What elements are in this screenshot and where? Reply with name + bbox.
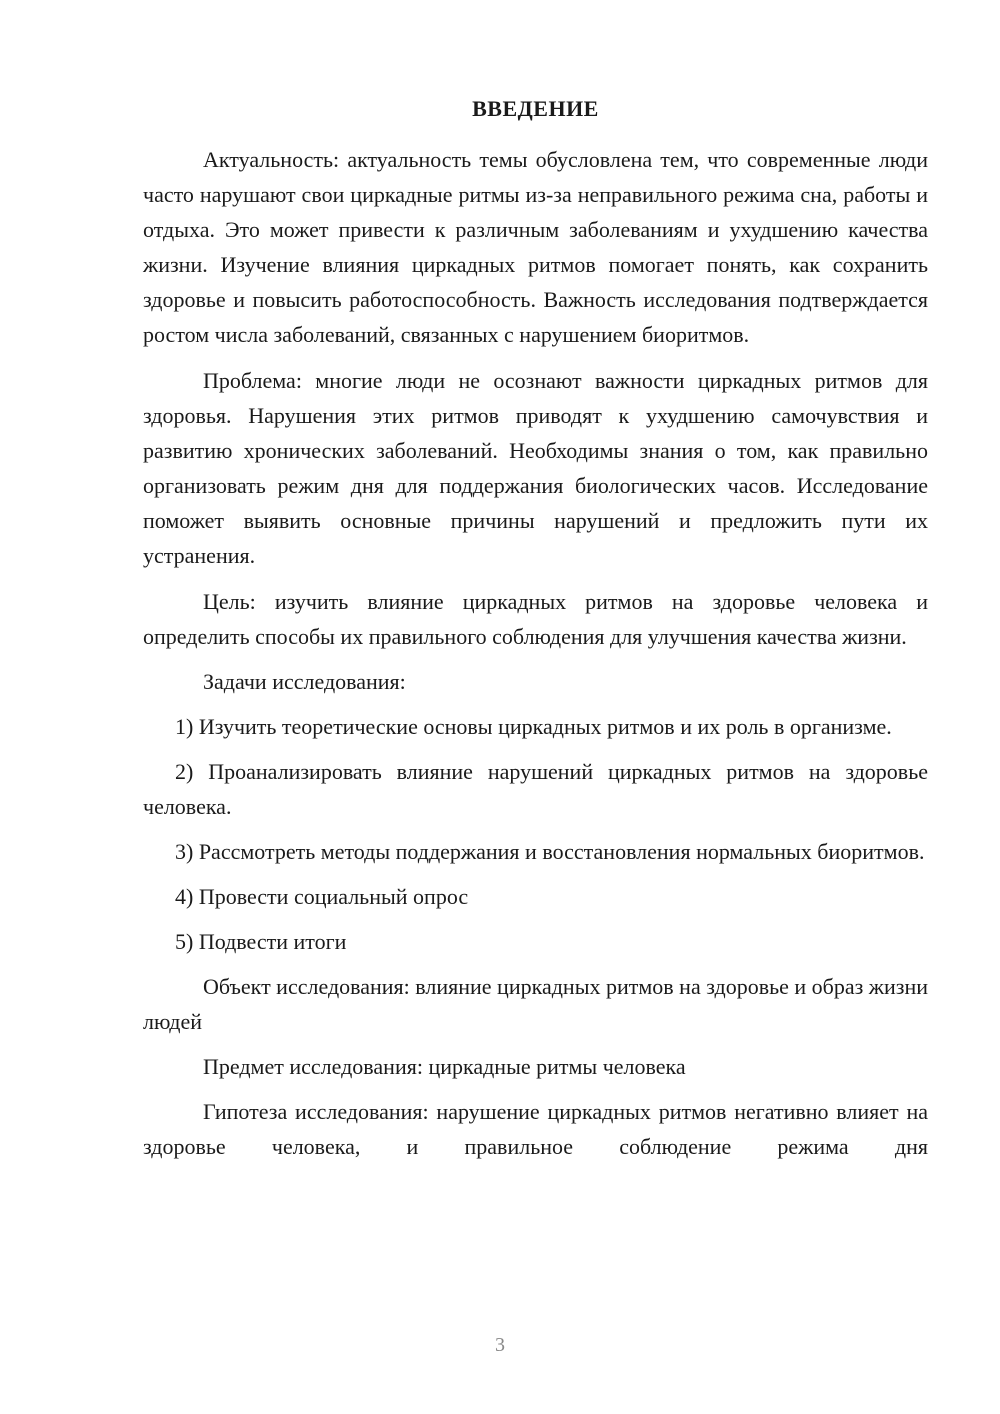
subject-paragraph: Предмет исследования: циркадные ритмы человека bbox=[203, 1054, 686, 1079]
task-item: 1) Изучить теоретические основы циркадных ритмов и их роль в организме. bbox=[175, 714, 892, 739]
goal-paragraph: Цель: изучить влияние циркадных ритмов на здоровье человека и определить способы их правильного соблюдения для улучшения качества жизни. bbox=[143, 589, 928, 649]
task-item: 2) Проанализировать влияние нарушений циркадных ритмов на здоровье человека. bbox=[143, 759, 928, 819]
relevance-paragraph: Актуальность: актуальность темы обусловлена тем, что современные люди часто нарушают свои циркадные ритмы из-за неправильного режима сна, работы и отдыха. Это может привести к различным заболеваниям и ухудшению качества жизни. Изучение влияния циркадных ритмов помогает понять, как сохранить здоровье и повысить работоспособность. Важность исследования подтверждается ростом числа заболеваний, связанных с нарушением биоритмов. bbox=[143, 147, 928, 347]
object-paragraph: Объект исследования: влияние циркадных ритмов на здоровье и образ жизни людей bbox=[143, 974, 929, 1034]
page-content bbox=[143, 94, 928, 1164]
hypothesis-paragraph: Гипотеза исследования: нарушение циркадных ритмов негативно влияет на здоровье человека, и правильное соблюдение режима дня bbox=[143, 1099, 928, 1159]
page-title: ВВЕДЕНИЕ bbox=[472, 96, 599, 121]
page-number: 3 bbox=[495, 1334, 505, 1356]
problem-paragraph: Проблема: многие люди не осознают важности циркадных ритмов для здоровья. Нарушения этих ритмов приводят к ухудшению самочувствия и развитию хронических заболеваний. Необходимы знания о том, как правильно организовать режим дня для поддержания биологических часов. Исследование поможет выявить основные причины нарушений и предложить пути их устранения. bbox=[143, 368, 928, 568]
task-item: 3) Рассмотреть методы поддержания и восстановления нормальных биоритмов. bbox=[175, 839, 925, 864]
task-item: 5) Подвести итоги bbox=[175, 929, 347, 954]
tasks-title: Задачи исследования: bbox=[203, 669, 406, 694]
task-item: 4) Провести социальный опрос bbox=[175, 884, 469, 909]
